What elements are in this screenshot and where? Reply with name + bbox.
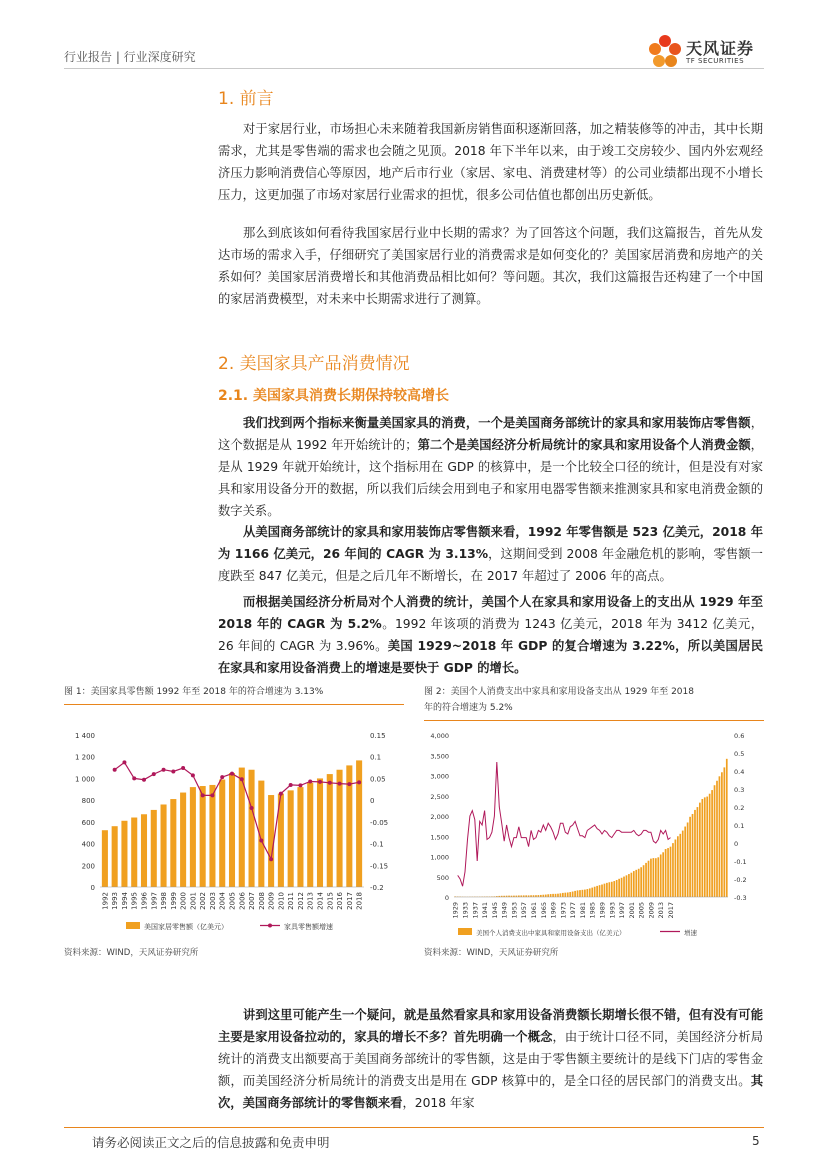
bar — [170, 799, 176, 887]
y-left-tick-label: 1 000 — [74, 775, 95, 784]
bar — [131, 818, 137, 887]
bar — [542, 895, 544, 897]
x-tick-label: 2014 — [316, 892, 325, 910]
y-left-tick-label: 400 — [81, 840, 95, 849]
x-tick-label: 1994 — [120, 892, 129, 910]
y-right-tick-label: 0.05 — [370, 775, 386, 784]
y-right-tick-label: 0 — [370, 797, 375, 806]
bar — [190, 787, 196, 887]
growth-point — [347, 782, 351, 786]
emphasis-text: 从美国商务部统计的家具和家用装饰店零售额来看，1992 年零售额是 523 亿美元，2018 年为 1166 亿美元，26 年间的 CAGR 为 3.13% — [218, 525, 763, 561]
y-left-tick-label: 600 — [81, 818, 95, 827]
y-left-tick-label: 200 — [81, 862, 95, 871]
body-text: ，这个数据是从 1992 年开始统计的； — [218, 416, 763, 452]
bar — [701, 799, 703, 897]
x-tick-label: 1961 — [530, 902, 539, 919]
breadcrumb: 行业报告 | 行业深度研究 — [64, 50, 196, 64]
emphasis-text: 而根据美国经济分析局对个人消费的统计，美国个人在家具和家用设备上的支出从 1929 年至 2018 年的 CAGR 为 5.2% — [218, 595, 763, 631]
bar — [141, 814, 147, 887]
bar — [699, 803, 701, 897]
emphasis-text: 我们找到两个指标来衡量美国家具的消费，一个是美国商务部统计的家具和家用装饰店零售额 — [243, 416, 751, 430]
y-left-tick-label: 800 — [81, 797, 95, 806]
x-tick-label: 2011 — [287, 892, 296, 910]
x-tick-label: 2005 — [637, 902, 646, 919]
section-1-paragraph-2: 那么到底该如何看待我国家居行业中长期的需求？为了回答这个问题，我们这篇报告，首先从发达市场的需求入手，仔细研究了美国家居行业的消费需求是如何变化的？美国家居消费和房地产的关系如何？美国家居消费增长和其他消费品相比如何？等问题。其次，我们这篇报告还构建了一个中国的家居消费模型，对未来中长期需求进行了测算。 — [218, 226, 763, 306]
y-right-tick-label: -0.15 — [370, 862, 389, 871]
figure-2-chart — [424, 720, 764, 939]
section-2-paragraph-2 — [218, 521, 763, 587]
bar — [694, 810, 696, 897]
bar — [675, 839, 677, 897]
bar — [112, 826, 118, 887]
figure-2-caption — [424, 684, 764, 716]
bar — [655, 858, 657, 897]
y-right-tick-label: 0.1 — [734, 822, 745, 830]
bar — [317, 778, 323, 887]
bar — [560, 893, 562, 897]
y-left-tick-label: 0 — [90, 884, 95, 892]
x-tick-label: 1981 — [578, 902, 587, 919]
x-tick-label: 2002 — [199, 892, 208, 910]
figure-2-source: 资料来源：WIND，天风证券研究所 — [424, 948, 559, 958]
x-tick-label: 2010 — [277, 892, 286, 910]
section-2-1-title: 2.1. 美国家具消费长期保持较高增长 — [218, 388, 449, 404]
section-1-title: 1. 前言 — [218, 89, 274, 109]
logo-chinese-name: 天风证券 — [686, 39, 755, 58]
bar — [582, 890, 584, 897]
x-tick-label: 1933 — [461, 902, 470, 919]
y-right-tick-label: 0.4 — [734, 768, 745, 776]
bar — [635, 870, 637, 897]
x-tick-label: 2009 — [647, 902, 656, 919]
bar — [684, 827, 686, 897]
body-text: ，2018 年家 — [402, 1096, 475, 1110]
growth-point — [142, 778, 146, 782]
bar — [297, 787, 303, 887]
bar — [716, 781, 718, 897]
figure-1-svg — [64, 705, 404, 937]
y-right-tick-label: -0.3 — [734, 894, 747, 902]
bar — [102, 830, 108, 887]
emphasis-text: 其次，美国商务部统计的零售额来看 — [218, 1074, 763, 1110]
bar — [591, 888, 593, 897]
growth-point — [338, 782, 342, 786]
figure-2-caption-line-2: 年的符合增速为 5.2% — [424, 703, 513, 713]
bar — [657, 857, 659, 897]
y-right-tick-label: 0.15 — [370, 732, 386, 740]
figure-1-chart — [64, 704, 404, 937]
y-right-tick-label: -0.1 — [370, 840, 384, 849]
bar — [288, 790, 294, 887]
x-tick-label: 2007 — [248, 892, 257, 910]
bar — [579, 890, 581, 897]
growth-point — [132, 776, 136, 780]
x-tick-label: 1993 — [608, 902, 617, 919]
growth-point — [122, 760, 126, 764]
bar — [618, 879, 620, 897]
x-tick-label: 1949 — [500, 902, 509, 919]
x-tick-label: 1937 — [471, 902, 480, 919]
bar — [569, 892, 571, 897]
bar — [151, 810, 157, 887]
bar — [567, 892, 569, 897]
x-tick-label: 2017 — [345, 892, 354, 910]
y-left-tick-label: 1,000 — [430, 853, 449, 862]
body-text: 。1992 年该项的消费为 1243 亿美元，2018 年为 3412 亿美元，26 年间的 CAGR 为 3.96%。 — [218, 617, 764, 653]
x-tick-label: 2013 — [306, 892, 315, 910]
logo-english-name: TF SECURITIES — [686, 57, 745, 65]
y-left-tick-label: 1 400 — [74, 732, 95, 740]
bar — [670, 847, 672, 897]
bar — [677, 836, 679, 897]
bar — [550, 894, 552, 897]
bar — [589, 888, 591, 897]
growth-point — [201, 793, 205, 797]
bar — [604, 884, 606, 897]
bar — [545, 895, 547, 897]
bar — [704, 797, 706, 897]
x-tick-label: 1992 — [101, 892, 110, 910]
x-tick-label: 1999 — [169, 892, 178, 910]
y-right-tick-label: -0.2 — [734, 876, 747, 884]
growth-point — [357, 780, 361, 784]
x-tick-label: 2009 — [267, 892, 276, 910]
footer-divider — [64, 1127, 764, 1128]
y-right-tick-label: 0.2 — [734, 804, 745, 812]
bar — [200, 786, 206, 887]
growth-point — [220, 775, 224, 779]
bar — [616, 880, 618, 897]
growth-point — [259, 839, 263, 843]
x-tick-label: 1996 — [140, 892, 149, 910]
bar — [697, 807, 699, 897]
body-text: ，由于统计口径不同，美国经济分析局统计的消费支出额要高于美国商务部统计的零售额，这是由于零售额主要统计的是线下门店的零售金额，而美国经济分析局统计的消费支出是用在 GDP 核算中的，是全口径的居民部门的消费支出。 — [218, 1030, 763, 1088]
y-left-tick-label: 2,000 — [430, 813, 449, 821]
x-tick-label: 1957 — [520, 902, 529, 919]
x-tick-label: 1953 — [510, 902, 519, 919]
bar — [626, 875, 628, 897]
y-left-tick-label: 500 — [436, 873, 449, 882]
growth-point — [279, 792, 283, 796]
bar — [709, 794, 711, 897]
y-right-tick-label: -0.2 — [370, 884, 384, 892]
emphasis-text: 讲到这里可能产生一个疑问，就是虽然看家具和家用设备消费额长期增长很不错，但有没有可能主要是家用设备拉动的，家具的增长不多？首先明确一个概念 — [218, 1008, 763, 1044]
x-tick-label: 1965 — [539, 902, 548, 919]
x-tick-label: 2000 — [179, 892, 188, 910]
bar — [564, 893, 566, 897]
bar — [327, 774, 333, 887]
bar — [606, 883, 608, 897]
bar — [229, 773, 235, 887]
legend-bar-label: 美国家居零售额（亿美元） — [144, 923, 228, 931]
bar — [574, 891, 576, 897]
bar — [648, 861, 650, 897]
bar — [552, 894, 554, 897]
bar — [721, 772, 723, 897]
bar — [599, 885, 601, 897]
growth-point — [152, 772, 156, 776]
growth-point — [298, 783, 302, 787]
bar — [121, 821, 127, 887]
y-right-tick-label: 0.5 — [734, 750, 745, 758]
growth-point — [113, 768, 117, 772]
x-tick-label: 2003 — [208, 892, 217, 910]
y-left-tick-label: 0 — [444, 894, 449, 902]
x-tick-label: 1929 — [451, 902, 460, 919]
y-right-tick-label: 0 — [734, 840, 739, 848]
growth-point — [289, 783, 293, 787]
x-tick-label: 2001 — [627, 902, 636, 919]
growth-point — [308, 779, 312, 783]
bar — [660, 854, 662, 897]
x-tick-label: 1993 — [111, 892, 120, 910]
growth-point — [240, 777, 244, 781]
bar — [643, 865, 645, 897]
growth-point — [318, 780, 322, 784]
growth-point — [210, 793, 214, 797]
bar — [621, 878, 623, 897]
bar — [667, 848, 669, 897]
y-left-tick-label: 3,500 — [430, 752, 449, 761]
x-tick-label: 1995 — [130, 892, 139, 910]
footer-disclaimer: 请务必阅读正文之后的信息披露和免责申明 — [92, 1135, 330, 1150]
bar — [557, 894, 559, 897]
bar — [219, 780, 225, 887]
x-tick-label: 2008 — [257, 892, 266, 910]
x-tick-label: 1945 — [490, 902, 499, 919]
bar — [633, 871, 635, 897]
bar — [562, 893, 564, 897]
bar — [689, 817, 691, 897]
bar — [613, 881, 615, 897]
figure-1-source: 资料来源：WIND，天风证券研究所 — [64, 948, 199, 958]
growth-point — [181, 766, 185, 770]
bar — [307, 783, 313, 887]
bar — [628, 874, 630, 897]
body-text: ，这期间受到 2008 年金融危机的影响，零售额一度跌至 847 亿美元，但是之后几年不断增长，在 2017 年超过了 2006 年的高点。 — [218, 547, 763, 583]
bar — [723, 767, 725, 897]
y-left-tick-label: 1,500 — [430, 833, 449, 842]
emphasis-text: 美国 1929~2018 年 GDP 的复合增速为 3.22%，所以美国居民在家具和家用设备消费上的增速是要快于 GDP 的增长。 — [218, 639, 764, 675]
bar — [555, 894, 557, 897]
section-2-paragraph-3 — [218, 591, 763, 679]
y-left-tick-label: 1 200 — [74, 753, 95, 762]
bar — [586, 889, 588, 897]
y-right-tick-label: -0.1 — [734, 858, 747, 866]
figure-2-svg — [424, 721, 764, 939]
bar — [584, 890, 586, 897]
growth-point — [191, 773, 195, 777]
bar — [596, 886, 598, 897]
header-divider — [64, 68, 764, 69]
bar — [679, 834, 681, 897]
bar — [572, 892, 574, 897]
section-1-paragraph-1: 对于家居行业，市场担心未来随着我国新房销售面积逐渐回落，加之精装修等的冲击，其中长期需求，尤其是零售端的需求也会随之见顶。2018 年下半年以来，由于竣工交房较少、国内外宏观经济压力影响消费信心等原因，地产后市行业（家居、家电、消费建材等）的公司业绩都出现不小增长压力，这更加强了市场对家居行业需求的担忧，很多公司估值也都创出历史新低。 — [218, 122, 763, 202]
growth-point — [250, 806, 254, 810]
y-right-tick-label: -0.05 — [370, 818, 389, 827]
legend-bar-label: 美国个人消费支出中家具和家用设备支出（亿美元） — [476, 929, 626, 937]
x-tick-label: 1977 — [569, 902, 578, 919]
legend-line-marker — [268, 924, 272, 928]
legend-line-label: 增速 — [684, 929, 697, 937]
section-2-paragraph-4 — [218, 1004, 763, 1114]
bar — [650, 859, 652, 897]
growth-point — [162, 768, 166, 772]
bar — [594, 887, 596, 897]
x-tick-label: 1997 — [150, 892, 159, 910]
bar — [719, 776, 721, 897]
bar — [611, 882, 613, 897]
bar — [662, 852, 664, 897]
bar — [711, 790, 713, 897]
page-number: 5 — [752, 1134, 760, 1148]
x-tick-label: 2013 — [657, 902, 666, 919]
bar — [249, 770, 255, 887]
bar — [180, 793, 186, 887]
flower-logo-icon — [646, 32, 684, 72]
y-right-tick-label: 0.3 — [734, 786, 745, 794]
y-left-tick-label: 3,000 — [430, 772, 449, 781]
bar — [161, 804, 167, 887]
x-tick-label: 2001 — [189, 892, 198, 910]
legend-bar-swatch — [126, 922, 140, 929]
y-left-tick-label: 2,500 — [430, 792, 449, 801]
x-tick-label: 2015 — [326, 892, 335, 910]
x-tick-label: 2006 — [238, 892, 247, 910]
bar — [577, 890, 579, 897]
y-left-tick-label: 4,000 — [430, 732, 449, 740]
x-tick-label: 1973 — [559, 902, 568, 919]
emphasis-text: 第二个是美国经济分析局统计的家具和家用设备个人消费金额 — [417, 438, 751, 452]
bar — [608, 882, 610, 897]
figure-2-caption-line-1: 图 2：美国个人消费支出中家具和家用设备支出从 1929 年至 2018 — [424, 687, 694, 697]
bar — [601, 885, 603, 897]
x-tick-label: 2004 — [218, 892, 227, 910]
bar — [687, 822, 689, 897]
bar — [623, 877, 625, 897]
x-tick-label: 1969 — [549, 902, 558, 919]
bar — [706, 797, 708, 897]
x-tick-label: 1985 — [588, 902, 597, 919]
body-text: ，是从 1929 年就开始统计，这个指标用在 GDP 的核算中，是一个比较全口径的统计，但是没有对家具和家用设备分开的数据，所以我们后续会用到电子和家用电器零售额来推测家具和家电消费金额的数字关系。 — [218, 438, 763, 518]
x-tick-label: 1997 — [618, 902, 627, 919]
bar — [209, 785, 215, 887]
bar — [726, 759, 728, 897]
x-tick-label: 2005 — [228, 892, 237, 910]
bar — [645, 863, 647, 897]
bar — [356, 760, 362, 887]
growth-line — [458, 762, 671, 886]
section-2-title: 2. 美国家具产品消费情况 — [218, 354, 410, 374]
y-right-tick-label: 0.6 — [734, 732, 745, 740]
bar — [547, 894, 549, 897]
growth-point — [269, 857, 273, 861]
growth-point — [171, 769, 175, 773]
x-tick-label: 1989 — [598, 902, 607, 919]
bar — [665, 849, 667, 897]
bar — [337, 770, 343, 887]
bar — [631, 873, 633, 897]
x-tick-label: 2012 — [296, 892, 305, 910]
bar — [672, 843, 674, 897]
section-2-paragraph-1 — [218, 412, 763, 522]
x-tick-label: 2018 — [355, 892, 364, 910]
figure-1-caption: 图 1：美国家具零售额 1992 年至 2018 年的符合增速为 3.13% — [64, 687, 324, 697]
bar — [638, 869, 640, 897]
bar — [640, 867, 642, 897]
x-tick-label: 1941 — [481, 902, 490, 919]
y-right-tick-label: 0.1 — [370, 753, 382, 762]
bar — [540, 895, 542, 897]
x-tick-label: 2016 — [336, 892, 345, 910]
company-logo — [646, 32, 766, 72]
legend-bar-swatch — [458, 928, 472, 935]
x-tick-label: 1998 — [160, 892, 169, 910]
bar — [714, 785, 716, 897]
growth-point — [230, 772, 234, 776]
x-tick-label: 2017 — [667, 902, 676, 919]
legend-line-label: 家具零售额增速 — [284, 923, 333, 931]
bar — [653, 858, 655, 897]
bar — [682, 831, 684, 897]
growth-point — [328, 781, 332, 785]
bar — [692, 814, 694, 897]
